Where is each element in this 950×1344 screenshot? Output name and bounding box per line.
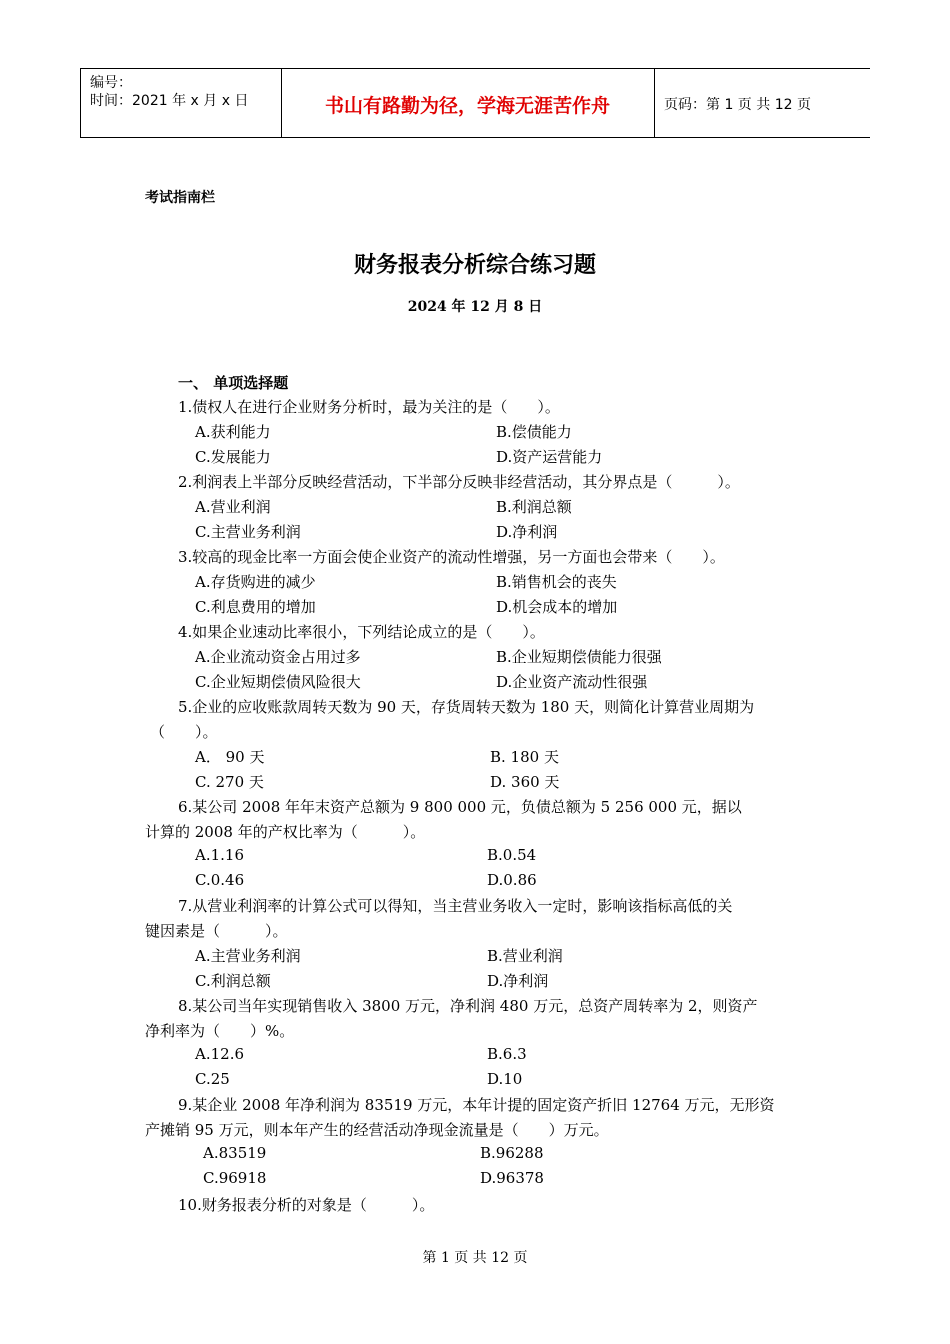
option-b: B.偿债能力 (496, 423, 572, 441)
document-date: 2024 年 12 月 8 日 (407, 299, 543, 315)
question-7-continued: 键因素是（ ）。 (145, 922, 288, 940)
page-footer: 第 1 页 共 12 页 (422, 1250, 528, 1266)
option-c: C.利润总额 (195, 972, 271, 990)
option-b: B.6.3 (487, 1045, 527, 1063)
option-c: C.0.46 (195, 871, 245, 889)
header-page-cell (655, 69, 870, 137)
option-d: D.96378 (480, 1169, 544, 1187)
option-d: D.资产运营能力 (496, 448, 603, 466)
option-a: A.83519 (203, 1144, 267, 1162)
option-b: B.0.54 (487, 846, 537, 864)
option-a: A.1.16 (195, 846, 244, 864)
question-6-continued: 计算的 2008 年的产权比率为（ ）。 (145, 823, 426, 841)
question-3: 3.较高的现金比率一方面会使企业资产的流动性增强，另一方面也会带来（ ）。 (178, 548, 725, 566)
option-a: A.12.6 (195, 1045, 244, 1063)
question-7: 7.从营业利润率的计算公式可以得知，当主营业务收入一定时，影响该指标高低的关 (178, 897, 733, 915)
option-d: D.企业资产流动性很强 (496, 673, 648, 691)
question-9-continued: 产摊销 95 万元，则本年产生的经营活动净现金流量是（ ）万元。 (145, 1121, 609, 1139)
option-c: C.利息费用的增加 (195, 598, 316, 616)
option-d: D.10 (487, 1070, 523, 1088)
question-6: 6.某公司 2008 年年末资产总额为 9 800 000 元，负债总额为 5 256 000 元，据以 (178, 798, 742, 816)
header-motto-cell (281, 69, 655, 137)
page-info: 页码：第 1 页 共 12 页 (664, 97, 811, 113)
option-a: A.企业流动资金占用过多 (195, 648, 361, 666)
option-b: B. 180 天 (490, 748, 559, 766)
question-9: 9.某企业 2008 年净利润为 83519 万元，本年计提的固定资产折旧 12764 万元，无形资 (178, 1096, 775, 1114)
question-5-continued: （ ）。 (150, 723, 218, 741)
time-label: 时间：2021 年 x 月 x 日 (90, 93, 249, 109)
option-b: B.企业短期偿债能力很强 (496, 648, 662, 666)
option-d: D.净利润 (487, 972, 549, 990)
question-8-continued: 净利率为（ ）%。 (145, 1022, 295, 1040)
option-d: D. 360 天 (490, 773, 560, 791)
motto: 书山有路勤为径，学海无涯苦作舟 (324, 95, 610, 117)
question-4: 4.如果企业速动比率很小，下列结论成立的是（ ）。 (178, 623, 545, 641)
number-label: 编号： (90, 75, 132, 91)
option-c: C.96918 (203, 1169, 267, 1187)
question-5: 5.企业的应收账款周转天数为 90 天，存货周转天数为 180 天，则简化计算营业周期为 (178, 698, 755, 716)
page-header (80, 68, 870, 138)
option-d: D.0.86 (487, 871, 537, 889)
section-heading: 一、 单项选择题 (178, 374, 289, 392)
option-a: A． 90 天 (195, 748, 265, 766)
option-a: A.营业利润 (195, 498, 271, 516)
option-a: A.主营业务利润 (195, 947, 301, 965)
option-d: D.机会成本的增加 (496, 598, 618, 616)
option-d: D.净利润 (496, 523, 558, 541)
option-b: B.营业利润 (487, 947, 563, 965)
exam-guide-label: 考试指南栏 (145, 190, 215, 206)
option-c: C.25 (195, 1070, 230, 1088)
option-c: C.企业短期偿债风险很大 (195, 673, 361, 691)
option-c: C.主营业务利润 (195, 523, 301, 541)
option-b: B.96288 (480, 1144, 544, 1162)
option-b: B.销售机会的丧失 (496, 573, 617, 591)
question-10: 10.财务报表分析的对象是（ ）。 (178, 1196, 435, 1214)
question-2: 2.利润表上半部分反映经营活动，下半部分反映非经营活动，其分界点是（ ）。 (178, 473, 740, 491)
option-b: B.利润总额 (496, 498, 572, 516)
option-a: A.获利能力 (195, 423, 271, 441)
option-a: A.存货购进的减少 (195, 573, 316, 591)
question-8: 8.某公司当年实现销售收入 3800 万元，净利润 480 万元，总资产周转率为 2，则资产 (178, 997, 758, 1015)
question-1: 1.债权人在进行企业财务分析时，最为关注的是（ ）。 (178, 398, 560, 416)
option-c: C. 270 天 (195, 773, 264, 791)
header-meta-cell (80, 69, 282, 137)
page-title: 财务报表分析综合练习题 (353, 253, 596, 278)
option-c: C.发展能力 (195, 448, 271, 466)
